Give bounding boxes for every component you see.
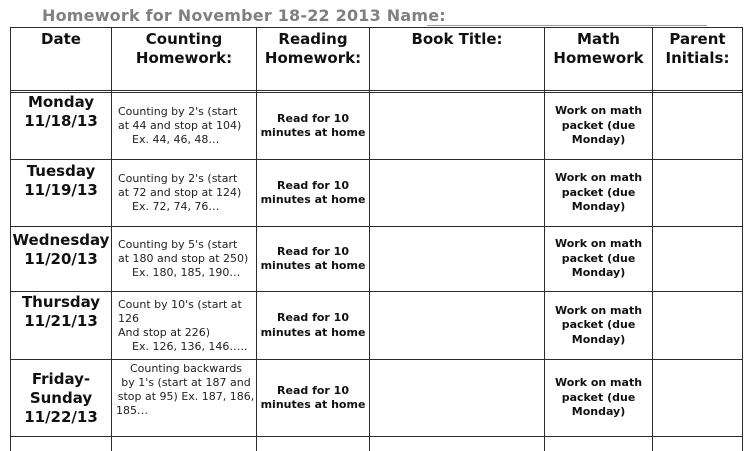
counting-cell: [112, 160, 256, 226]
math-cell: [545, 292, 652, 359]
reading-line: Read for 10: [277, 111, 349, 125]
header-parent-initials: [653, 28, 742, 92]
math-cell: [545, 360, 652, 436]
header-book-title-label: Book Title:: [411, 30, 503, 48]
counting-cell: [112, 360, 256, 420]
counting-line: Ex. 180, 185, 190…: [132, 266, 241, 279]
day-name: Thursday: [21, 293, 101, 311]
math-line: packet (due: [561, 251, 636, 265]
day-date: 11/18/13: [24, 112, 98, 130]
math-line: Monday): [571, 405, 626, 419]
reading-line: minutes at home: [260, 259, 366, 272]
counting-line: Count by 10's (start at: [118, 297, 242, 311]
counting-line: by 1's (start at 187 and: [121, 376, 251, 389]
header-math: [545, 28, 652, 92]
counting-line: Counting backwards: [129, 362, 243, 375]
counting-line: Ex. 44, 46, 48…: [132, 133, 220, 146]
math-line: Monday): [571, 133, 626, 147]
page-title: Homework for November 18-22 2013 Name:: [42, 6, 446, 25]
reading-line: Read for 10: [277, 244, 349, 258]
day-cell: [11, 360, 111, 436]
header-math-line1: Math: [577, 30, 620, 48]
header-counting-line1: Counting: [145, 30, 223, 48]
day-name: Wednesday: [12, 231, 110, 249]
counting-line: stop at 95) Ex. 187, 186,: [117, 390, 255, 403]
day-cell: [11, 93, 111, 133]
day-cell: [11, 162, 111, 202]
reading-cell: [257, 93, 369, 159]
math-line: packet (due: [561, 390, 636, 404]
reading-cell: [257, 292, 369, 359]
math-line: Work on math: [554, 171, 643, 185]
reading-cell: [257, 360, 369, 436]
table-border-bottom: [10, 436, 743, 437]
math-cell: [545, 160, 652, 226]
header-date: [11, 28, 111, 92]
reading-cell: [257, 160, 369, 226]
math-line: packet (due: [561, 118, 636, 132]
header-book-title: [370, 28, 544, 92]
math-line: Work on math: [554, 376, 643, 390]
day-cell: [11, 293, 111, 333]
reading-cell: [257, 227, 369, 291]
counting-line: at 72 and stop at 124): [118, 186, 242, 199]
day-date: 11/21/13: [24, 312, 98, 330]
math-line: Monday): [571, 200, 626, 214]
math-line: Work on math: [554, 237, 643, 251]
math-line: packet (due: [561, 318, 636, 332]
header-counting-line2: Homework:: [135, 49, 233, 67]
day-name: Monday: [27, 93, 95, 111]
header-parent-line2: Initials:: [665, 49, 730, 67]
header-reading-line1: Reading: [278, 30, 348, 48]
math-line: Work on math: [554, 303, 643, 317]
reading-line: minutes at home: [260, 398, 366, 411]
counting-line: 185…: [116, 404, 148, 417]
math-cell: [545, 93, 652, 159]
reading-line: Read for 10: [277, 311, 349, 324]
counting-cell: [112, 227, 256, 291]
counting-line: Counting by 2's (start: [118, 105, 238, 118]
math-cell: [545, 227, 652, 291]
counting-line: at 180 and stop at 250): [118, 252, 249, 265]
day-date: 11/20/13: [24, 250, 98, 268]
header-math-line2: Homework: [553, 49, 644, 67]
header-reading: [257, 28, 369, 92]
day-date: 11/22/13: [24, 407, 98, 426]
counting-cell: [112, 292, 256, 359]
counting-line: Counting by 2's (start: [118, 172, 238, 185]
header-date-label: Date: [41, 30, 81, 48]
day-name-continued: Sunday: [29, 388, 93, 407]
day-date: 11/19/13: [24, 181, 98, 199]
counting-line: 126: [118, 311, 139, 325]
math-line: Work on math: [554, 104, 643, 118]
day-name: Friday-: [31, 369, 91, 388]
reading-line: minutes at home: [260, 126, 366, 139]
math-line: Monday): [571, 266, 626, 280]
reading-line: Read for 10: [277, 383, 349, 397]
counting-line: Counting by 5's (start: [118, 238, 238, 251]
counting-line: Ex. 72, 74, 76…: [132, 200, 220, 213]
reading-line: minutes at home: [260, 325, 366, 339]
counting-line: And stop at 226): [118, 325, 211, 339]
counting-line: Ex. 126, 136, 146…..: [132, 339, 248, 353]
counting-cell: [112, 93, 256, 159]
reading-line: minutes at home: [260, 193, 366, 206]
day-cell: [11, 231, 111, 271]
header-counting: [112, 28, 256, 92]
header-parent-line1: Parent: [669, 30, 726, 48]
reading-line: Read for 10: [277, 178, 349, 192]
day-name: Tuesday: [26, 162, 96, 180]
header-reading-line2: Homework:: [264, 49, 362, 67]
counting-line: at 44 and stop at 104): [118, 119, 242, 132]
math-line: Monday): [571, 332, 626, 346]
math-line: packet (due: [561, 185, 636, 199]
